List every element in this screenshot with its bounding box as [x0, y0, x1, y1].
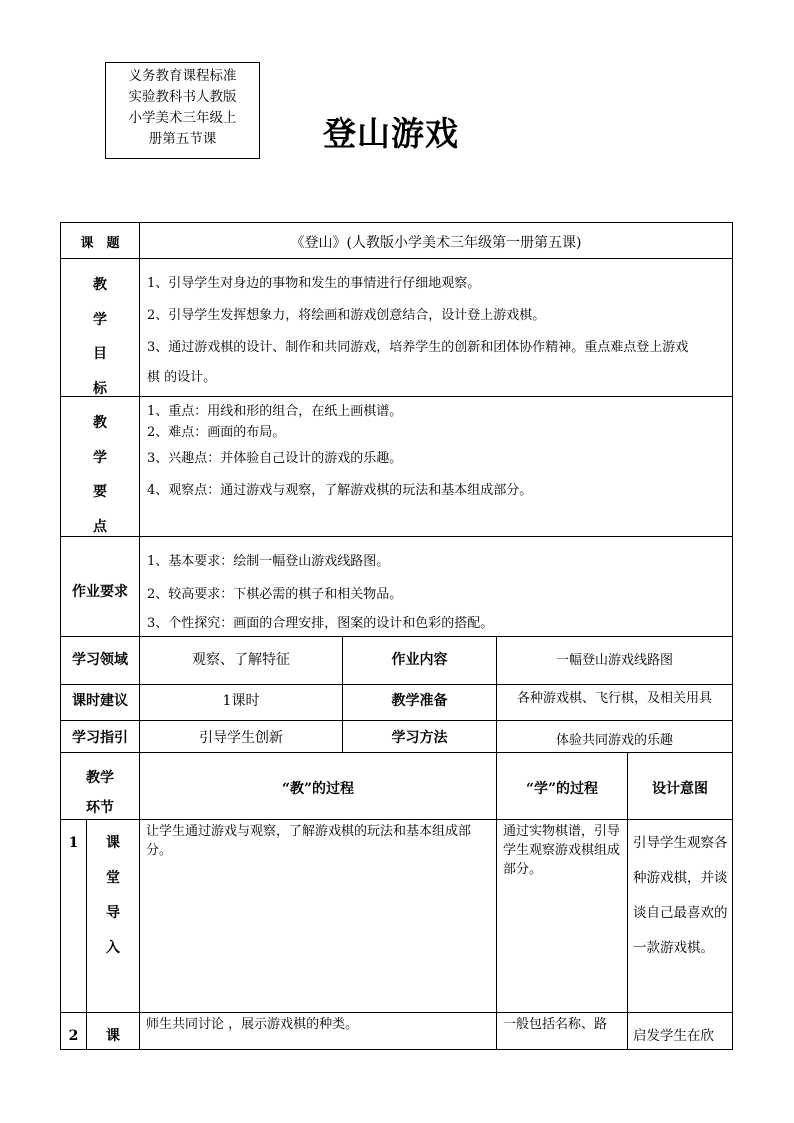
step-learn: 一般包括名称、路	[503, 1017, 608, 1032]
info-value: 引导学生创新	[199, 730, 283, 746]
step-stage: 课	[106, 1028, 120, 1044]
step-teach: 让学生通过游戏与观察，了解游戏棋的玩法和基本组成部分。	[146, 824, 472, 858]
step-number: 1	[68, 835, 79, 851]
info-key: 学习指引	[72, 730, 128, 746]
course-label: 课 题	[80, 236, 120, 251]
textbook-info-box	[105, 62, 260, 159]
keypoint-item: 2、难点：画面的布局。	[147, 425, 286, 440]
keypoint-item: 3、兴趣点：并体验自己设计的游戏的乐趣。	[147, 451, 403, 466]
intent-header: 设计意图	[652, 781, 708, 797]
info-key: 学习领域	[72, 652, 128, 668]
goal-item: 2、引导学生发挥想象力，将绘画和游戏创意结合，设计登上游戏棋。	[147, 308, 546, 323]
keypoint-item: 1、重点：用线和形的组合，在纸上画棋谱。	[147, 404, 403, 419]
step-learn: 通过实物棋谱，引导学生观察游戏棋组成部分。	[503, 824, 621, 877]
teach-header: “教”的过程	[281, 781, 355, 797]
step-intent: 启发学生在欣	[633, 1028, 714, 1044]
info-value: 1课时	[222, 693, 260, 709]
textbook-info-line: 小学美术三年级上	[128, 110, 237, 126]
textbook-info-line: 实验教科书人教版	[128, 89, 237, 105]
info-key: 课时建议	[72, 693, 128, 709]
step-intent: 引导学生观察各种游戏棋，并谈谈自己最喜欢的一款游戏棋。	[633, 835, 728, 956]
stage-header: 教学 环节	[86, 770, 114, 816]
textbook-info-line: 册第五节课	[148, 131, 217, 147]
keypoints-label: 教 学 要 点	[93, 415, 107, 535]
keypoint-item: 4、观察点：通过游戏与观察，了解游戏棋的玩法和基本组成部分。	[147, 483, 533, 498]
homework-item: 3、个性探究：画面的合理安排，图案的设计和色彩的搭配。	[147, 616, 494, 631]
info-value: 各种游戏棋、飞行棋，及相关用具	[516, 691, 712, 706]
info-value: 观察、了解特征	[192, 652, 290, 668]
info-key: 学习方法	[391, 730, 448, 746]
homework-item: 2、较高要求：下棋必需的棋子和相关物品。	[147, 587, 403, 602]
step-number: 2	[68, 1028, 79, 1044]
learn-header: “学”的过程	[525, 781, 599, 797]
goal-item: 棋 的设计。	[147, 370, 217, 385]
homework-item: 1、基本要求：绘制一幅登山游戏线路图。	[147, 554, 390, 569]
goals-label: 教 学 目 标	[93, 277, 107, 397]
textbook-info-line: 义务教育课程标准	[128, 68, 237, 84]
goal-item: 3、通过游戏棋的设计、制作和共同游戏，培养学生的创新和团体协作精神。重点难点登上游戏	[147, 340, 689, 355]
course-value: 《登山》(人教版小学美术三年级第一册第五课)	[290, 235, 582, 251]
info-key: 作业内容	[391, 652, 448, 668]
info-key: 教学准备	[391, 693, 448, 709]
step-teach: 师生共同讨论 ，展示游戏棋的种类。	[146, 1017, 359, 1032]
homework-label: 作业要求	[72, 584, 128, 600]
page-title: 登山游戏	[323, 114, 459, 153]
info-value: 一幅登山游戏线路图	[555, 653, 673, 668]
info-value: 体验共同游戏的乐趣	[555, 733, 673, 748]
goal-item: 1、引导学生对身边的事物和发生的事情进行仔细地观察。	[147, 276, 481, 291]
step-stage: 课 堂 导 入	[106, 835, 120, 956]
